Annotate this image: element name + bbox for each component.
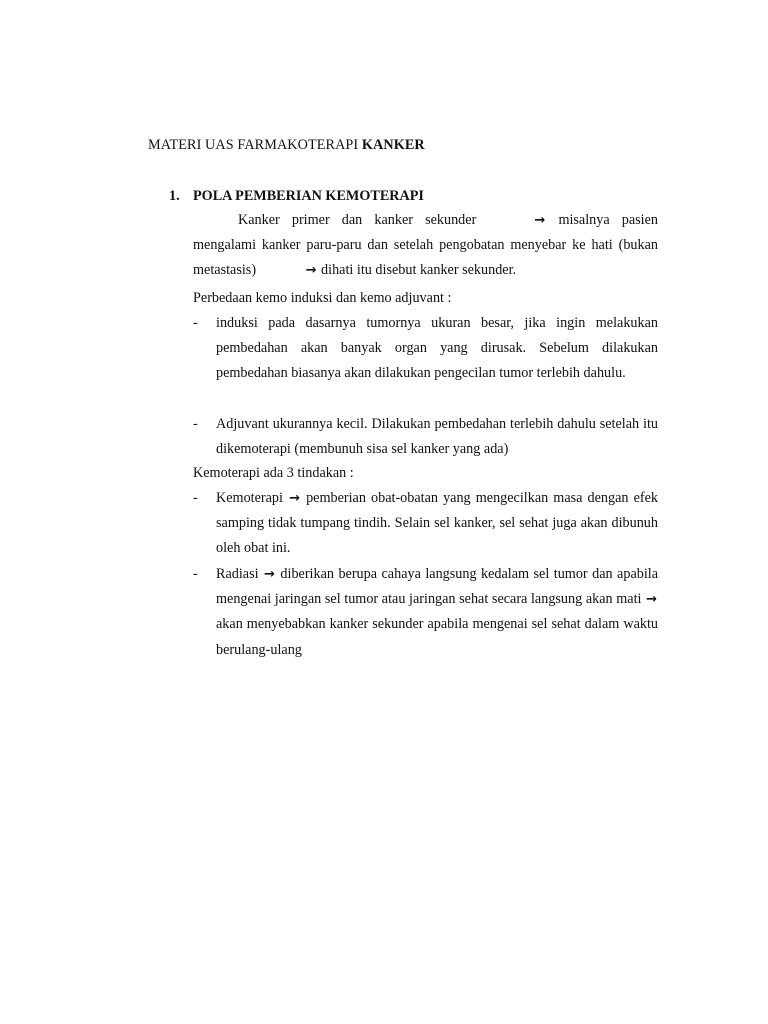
intro-text-1: Kanker primer dan kanker sekunder	[238, 212, 477, 228]
actions-heading: Kemoterapi ada 3 tindakan :	[193, 465, 354, 481]
arrow-right-icon: →	[646, 592, 657, 608]
title-bold: KANKER	[361, 137, 425, 153]
arrow-right-icon: →	[264, 567, 275, 582]
arrow-right-icon: →	[534, 213, 546, 228]
list-item-text	[216, 562, 658, 663]
section-title: POLA PEMBERIAN KEMOTERAPI	[193, 188, 424, 204]
bullet-dash: -	[193, 566, 198, 582]
list-item-text: induksi pada dasarnya tumornya ukuran besar, jika ingin melakukan pembedahan akan banyak organ yang dirusak. Sebelum dilakukan pembedahan biasanya akan dilakukan pengecilan tumor terlebih dahulu.	[216, 315, 658, 382]
document-title	[148, 137, 425, 154]
arrow-right-icon: →	[305, 263, 317, 279]
list-item-text	[216, 486, 658, 562]
list-item-text: Adjuvant ukurannya kecil. Dilakukan pembedahan terlebih dahulu setelah itu dikemoterapi (membunuh sisa sel kanker yang ada)	[216, 416, 658, 458]
title-prefix: MATERI UAS FARMAKOTERAPI	[148, 137, 359, 153]
intro-text-2: misalnya pasien mengalami kanker paru-paru dan setelah pengobatan menyebar ke hati (bukan metastasis)	[193, 212, 659, 279]
section-number: 1.	[169, 188, 180, 204]
bullet-dash: -	[193, 416, 198, 432]
section-heading	[169, 188, 424, 205]
intro-paragraph	[193, 208, 658, 284]
diff-heading: Perbedaan kemo induksi dan kemo adjuvant :	[193, 290, 452, 306]
action-description: pemberian obat-obatan yang mengecilkan masa dengan efek samping tidak tumpang tindih. Selain sel kanker, sel sehat juga akan dibunuh oleh obat ini.	[216, 490, 659, 557]
intro-text-3: dihati itu disebut kanker sekunder.	[321, 262, 517, 279]
arrow-right-icon: →	[289, 491, 300, 506]
action-term: Radiasi	[216, 566, 259, 582]
action-description: diberikan berupa cahaya langsung kedalam sel tumor dan apabila mengenai jaringan sel tumor atau jaringan sehat secara langsung akan mati	[216, 566, 659, 608]
action-term: Kemoterapi	[216, 490, 283, 506]
action-description-2: akan menyebabkan kanker sekunder apabila mengenai sel sehat dalam waktu berulang-ulang	[216, 616, 658, 658]
bullet-dash: -	[193, 315, 198, 331]
bullet-dash: -	[193, 490, 198, 506]
